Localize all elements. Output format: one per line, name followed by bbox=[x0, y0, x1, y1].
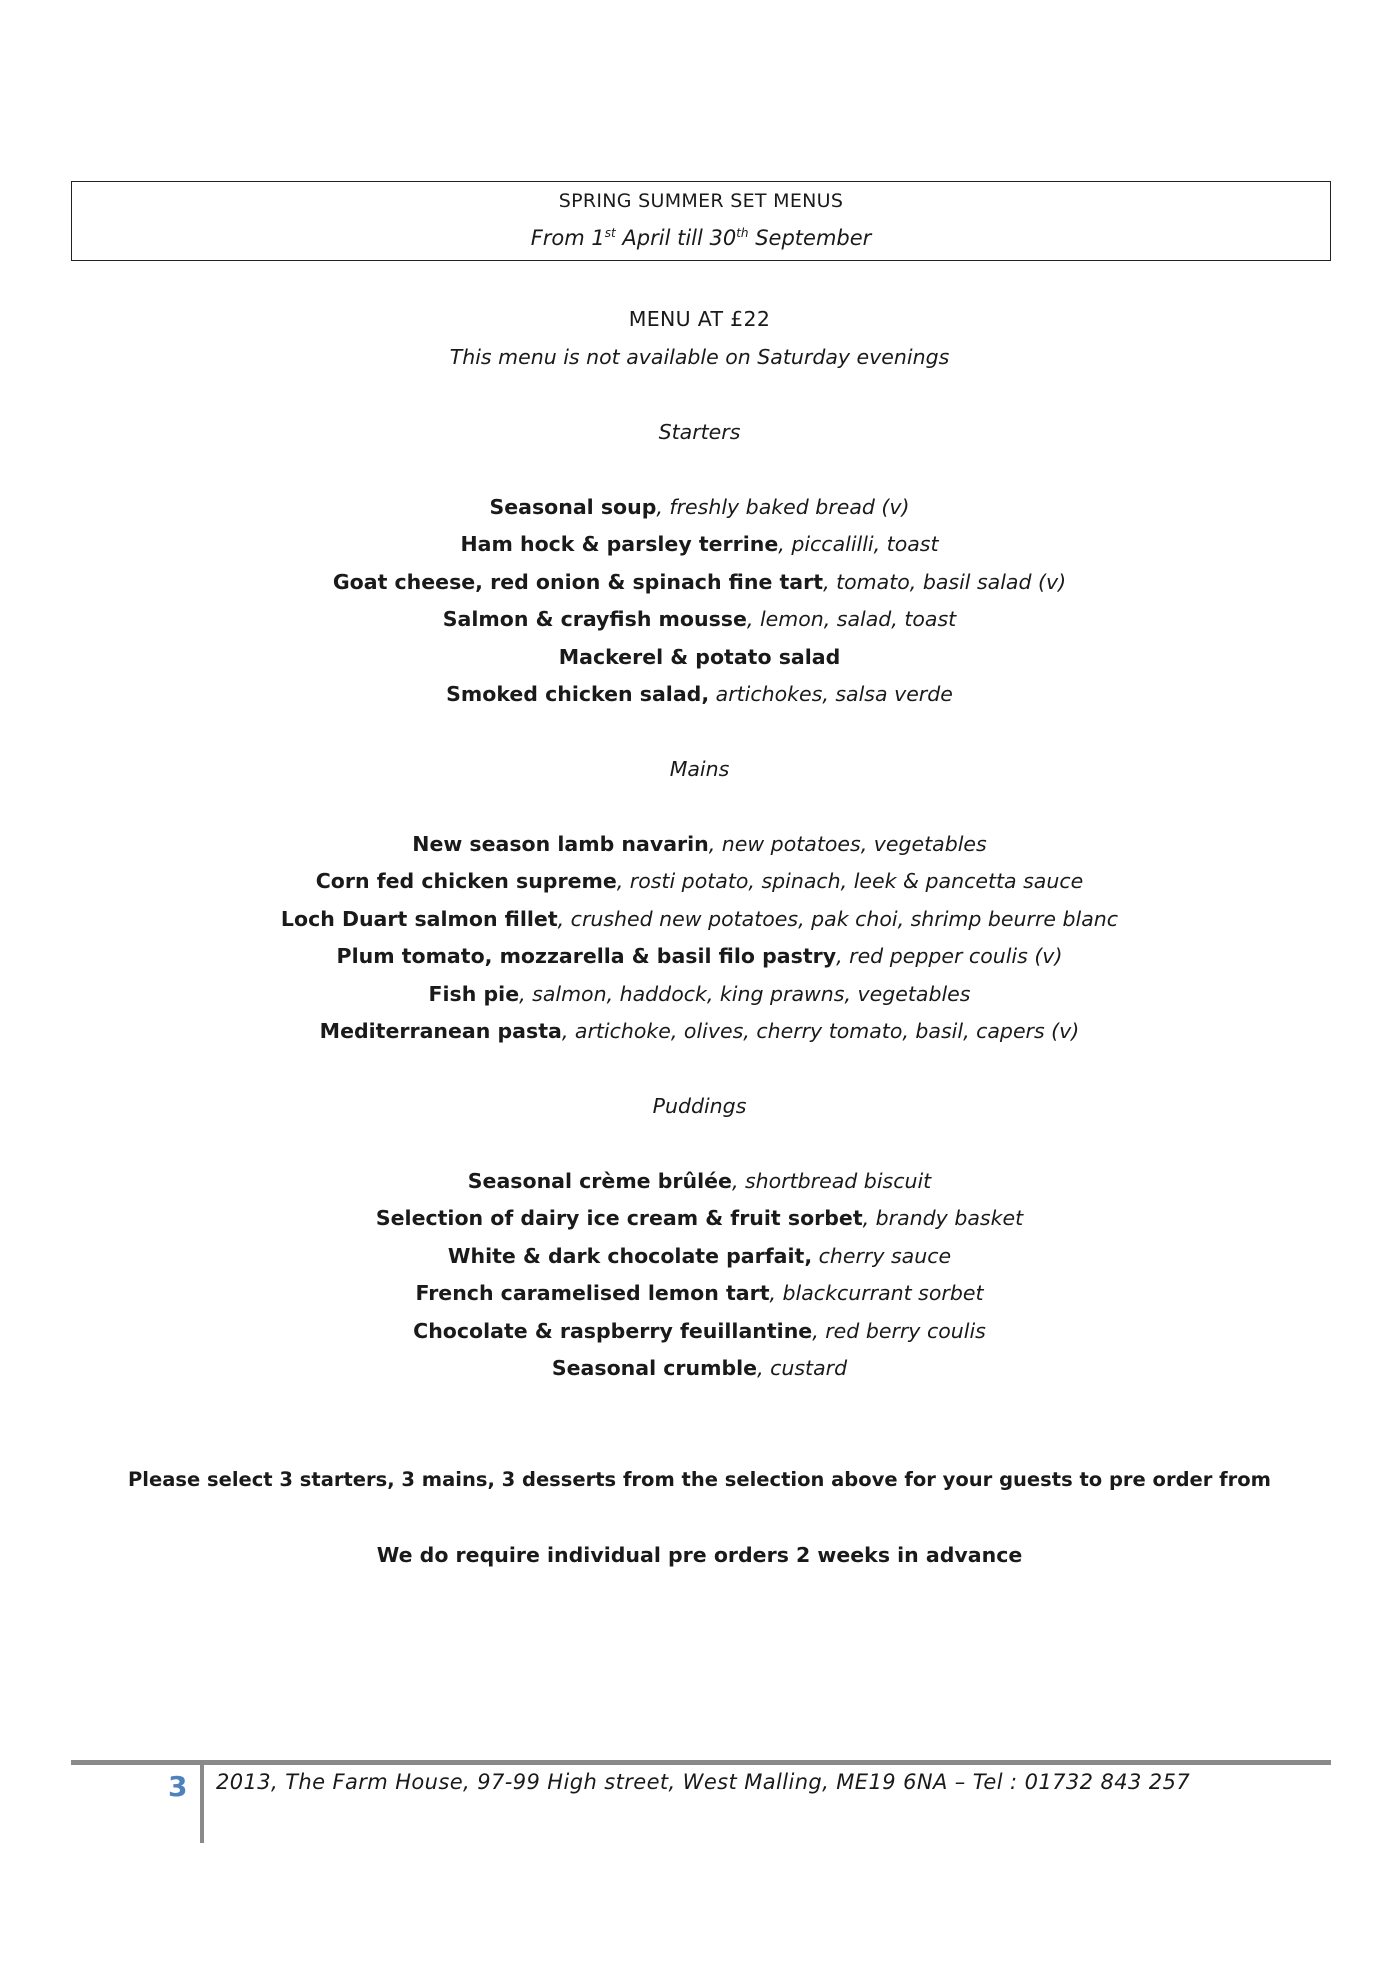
list-item: French caramelised lemon tart, blackcurrant sorbet bbox=[415, 1281, 984, 1305]
list-item: Corn fed chicken supreme, rosti potato, spinach, leek & pancetta sauce bbox=[315, 869, 1084, 893]
list-item: White & dark chocolate parfait, cherry sauce bbox=[447, 1244, 952, 1268]
list-item: Mediterranean pasta, artichoke, olives, cherry tomato, basil, capers (v) bbox=[319, 1019, 1080, 1043]
menu-price-title: MENU AT £22 bbox=[628, 307, 771, 331]
list-item: Seasonal soup, freshly baked bread (v) bbox=[489, 495, 910, 519]
section-heading-puddings: Puddings bbox=[652, 1094, 747, 1118]
footer-divider bbox=[200, 1763, 204, 1843]
footer-rule bbox=[71, 1760, 1331, 1765]
menu-main-title: SPRING SUMMER SET MENUS bbox=[558, 190, 844, 212]
preorder-note: We do require individual pre orders 2 weeks in advance bbox=[376, 1543, 1023, 1567]
list-item: Smoked chicken salad, artichokes, salsa verde bbox=[446, 682, 953, 706]
list-item: Fish pie, salmon, haddock, king prawns, vegetables bbox=[428, 982, 971, 1006]
section-heading-starters: Starters bbox=[658, 420, 741, 444]
list-item: Seasonal crumble, custard bbox=[551, 1356, 848, 1380]
list-item: Plum tomato, mozzarella & basil filo pastry, red pepper coulis (v) bbox=[336, 944, 1063, 968]
menu-date-range: From 1st April till 30th September bbox=[530, 226, 872, 250]
page-number: 3 bbox=[168, 1770, 188, 1803]
list-item: Goat cheese, red onion & spinach fine tart, tomato, basil salad (v) bbox=[332, 570, 1067, 594]
list-item: Loch Duart salmon fillet, crushed new potatoes, pak choi, shrimp beurre blanc bbox=[280, 907, 1119, 931]
list-item: Mackerel & potato salad bbox=[558, 645, 841, 669]
selection-note: Please select 3 starters, 3 mains, 3 desserts from the selection above for your guests to pre order from bbox=[128, 1468, 1271, 1491]
footer-address: 2013, The Farm House, 97-99 High street, West Malling, ME19 6NA – Tel : 01732 843 257 bbox=[216, 1770, 1191, 1794]
list-item: Chocolate & raspberry feuillantine, red berry coulis bbox=[413, 1319, 986, 1343]
section-heading-mains: Mains bbox=[669, 757, 730, 781]
menu-availability: This menu is not available on Saturday evenings bbox=[449, 345, 950, 369]
title-box bbox=[71, 181, 1331, 261]
list-item: New season lamb navarin, new potatoes, vegetables bbox=[412, 832, 987, 856]
list-item: Ham hock & parsley terrine, piccalilli, toast bbox=[460, 532, 939, 556]
list-item: Seasonal crème brûlée, shortbread biscuit bbox=[467, 1169, 932, 1193]
list-item: Salmon & crayfish mousse, lemon, salad, toast bbox=[442, 607, 957, 631]
list-item: Selection of dairy ice cream & fruit sorbet, brandy basket bbox=[375, 1206, 1024, 1230]
